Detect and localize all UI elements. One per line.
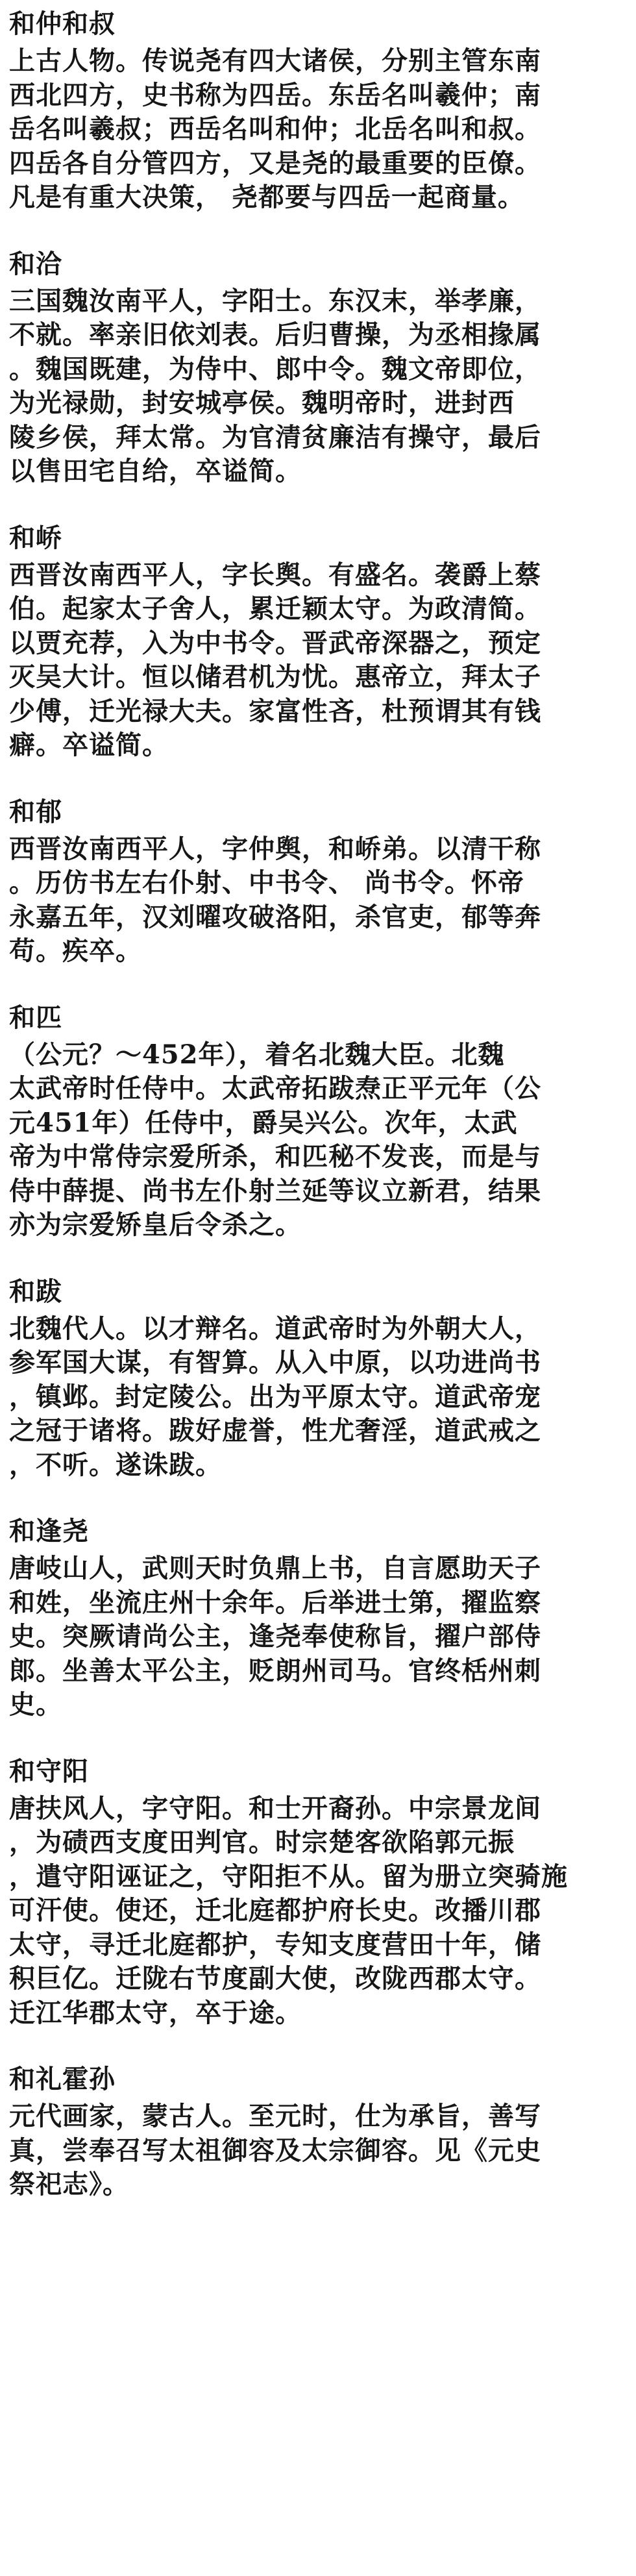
- entry-title: 和郁: [9, 796, 62, 827]
- text-line: 侍中薛提、尚书左仆射兰延等议立新君，结果: [9, 1175, 541, 1206]
- text-line: 史。: [9, 1689, 62, 1720]
- text-line: 苟。疾卒。: [9, 935, 142, 966]
- text-line: 帝为中常侍宗爱所杀，和匹秘不发丧，而是与: [9, 1141, 541, 1172]
- entry-title: 和峤: [9, 522, 62, 553]
- entry-title: 和礼霍孙: [9, 2064, 116, 2094]
- entry-title: 和跋: [9, 1276, 62, 1307]
- text-line: 唐扶风人，字守阳。和士开裔孙。中宗景龙间: [9, 1792, 541, 1824]
- text-line: 三国魏汝南平人，字阳士。东汉末，举孝廉，: [9, 285, 541, 316]
- text-line: 四岳各自分管四方，又是尧的最重要的臣僚。: [9, 147, 541, 179]
- entry-separator: [9, 969, 628, 998]
- entry-separator: [9, 215, 628, 244]
- entry-body: [9, 1552, 628, 1722]
- entry-title: 和逢尧: [9, 1516, 89, 1546]
- text-line: 迁江华郡太守，卒于途。: [9, 1997, 302, 2028]
- entry-he-ba: [9, 1272, 628, 1483]
- text-line: 唐岐山人，武则天时负鼎上书，自言愿助天子: [9, 1553, 541, 1583]
- text-line: 太守，寻迁北庭都护，专知支度营田十年，储: [9, 1929, 541, 1960]
- text-line: ，不听。遂诛跋。: [9, 1449, 222, 1480]
- text-line: 。魏国既建，为侍中、郎中令。魏文帝即位，: [9, 353, 541, 384]
- text-line: 不就。率亲旧依刘表。后归曹操，为丞相掾属: [9, 319, 541, 350]
- text-line: 伯。起家太子舍人，累迁颖太守。为政清简。: [9, 593, 541, 624]
- text-line: 真，尝奉召写太祖御容及太宗御容。见《元史: [9, 2135, 541, 2166]
- text-line: ，为碛西支度田判官。时宗楚客欲陷郭元振: [9, 1827, 515, 1857]
- text-line: 癖。卒谥简。: [9, 730, 169, 760]
- text-line: ，镇邺。封定陵公。出为平原太守。道武帝宠: [9, 1381, 541, 1412]
- entry-separator: [9, 1482, 628, 1511]
- entry-he-qia: [9, 244, 628, 489]
- text-line: 可汗使。使还，迁北庭都护府长史。改播川郡: [9, 1895, 541, 1926]
- entry-separator: [9, 1243, 628, 1272]
- entry-separator: [9, 1722, 628, 1752]
- text-line: 上古人物。传说尧有四大诸侯，分别主管东南: [9, 45, 541, 76]
- text-line: 少傅，迁光禄大夫。家富性吝，杜预谓其有钱: [9, 695, 541, 726]
- entry-body: [9, 44, 628, 215]
- text-line: 西晋汝南西平人，字长舆。有盛名。袭爵上蔡: [9, 559, 541, 590]
- text-line: 亦为宗爱矫皇后令杀之。: [9, 1209, 302, 1240]
- text-line: ，遣守阳诬证之，守阳拒不从。留为册立突骑施: [9, 1861, 568, 1892]
- entry-body: [9, 2099, 628, 2202]
- text-line: （公元？～452年），着名北魏大臣。北魏: [9, 1039, 505, 1070]
- entry-body: [9, 1312, 628, 1483]
- text-line: 元代画家，蒙古人。至元时，仕为承旨，善写: [9, 2101, 541, 2131]
- entry-body: [9, 832, 628, 969]
- entry-body: [9, 1038, 628, 1243]
- entry-he-pi: [9, 998, 628, 1243]
- text-line: 积巨亿。迁陇右节度副大使，改陇西郡太守。: [9, 1963, 541, 1994]
- entry-he-fengyao: [9, 1511, 628, 1722]
- entry-separator: [9, 489, 628, 518]
- entry-he-qiao: [9, 518, 628, 763]
- text-line: 郎。坐善太平公主，贬朗州司马。官终栝州刺: [9, 1655, 541, 1686]
- text-line: 凡是有重大决策， 尧都要与四岳一起商量。: [9, 182, 524, 212]
- text-line: 岳名叫羲叔；西岳名叫和仲；北岳名叫和叔。: [9, 114, 541, 144]
- entry-title: 和匹: [9, 1002, 62, 1033]
- entry-he-zhong-he-shu: [9, 4, 628, 215]
- entry-separator: [9, 763, 628, 792]
- text-line: 为光禄勋，封安城亭侯。魏明帝时，进封西: [9, 388, 515, 418]
- entry-body: [9, 1792, 628, 2031]
- text-line: 西晋汝南西平人，字仲舆，和峤弟。以清干称: [9, 833, 541, 864]
- entry-he-li-huo-sun: [9, 2059, 628, 2202]
- entry-body: [9, 284, 628, 489]
- text-line: 史。突厥请尚公主，逢尧奉使称旨，擢户部侍: [9, 1621, 541, 1652]
- text-line: 以售田宅自给，卒谥简。: [9, 456, 302, 486]
- entry-title: 和守阳: [9, 1755, 89, 1787]
- text-line: 之冠于诸将。跋好虚誉，性尤奢淫，道武戒之: [9, 1415, 541, 1446]
- text-line: 和姓，坐流庄州十余年。后举进士第，擢监察: [9, 1587, 541, 1618]
- entry-body: [9, 558, 628, 763]
- text-line: 永嘉五年，汉刘曜攻破洛阳，杀官吏，郁等奔: [9, 901, 541, 932]
- text-line: 陵乡侯，拜太常。为官清贫廉洁有操守，最后: [9, 421, 541, 452]
- entry-he-shouyang: [9, 1752, 628, 2031]
- text-line: 以贾充荐，入为中书令。晋武帝深器之，预定: [9, 627, 541, 658]
- text-line: 北魏代人。以才辩名。道武帝时为外朝大人，: [9, 1313, 541, 1344]
- entry-separator: [9, 2030, 628, 2059]
- text-line: 灭吴大计。恒以储君机为忧。惠帝立，拜太子: [9, 662, 541, 692]
- entry-title: 和仲和叔: [9, 8, 116, 39]
- text-line: 。历仿书左右仆射、中书令、 尚书令。怀帝: [9, 867, 524, 898]
- text-line: 太武帝时任侍中。太武帝拓跋焘正平元年（公: [9, 1073, 541, 1104]
- entry-he-yu: [9, 792, 628, 969]
- text-line: 参军国大谋，有智算。从入中原，以功进尚书: [9, 1347, 541, 1378]
- text-line: 元451年）任侍中，爵吴兴公。次年，太武: [9, 1107, 518, 1138]
- entry-title: 和洽: [9, 248, 62, 279]
- text-line: 祭祀志》。: [9, 2169, 129, 2199]
- text-line: 西北四方，史书称为四岳。东岳名叫羲仲；南: [9, 79, 541, 110]
